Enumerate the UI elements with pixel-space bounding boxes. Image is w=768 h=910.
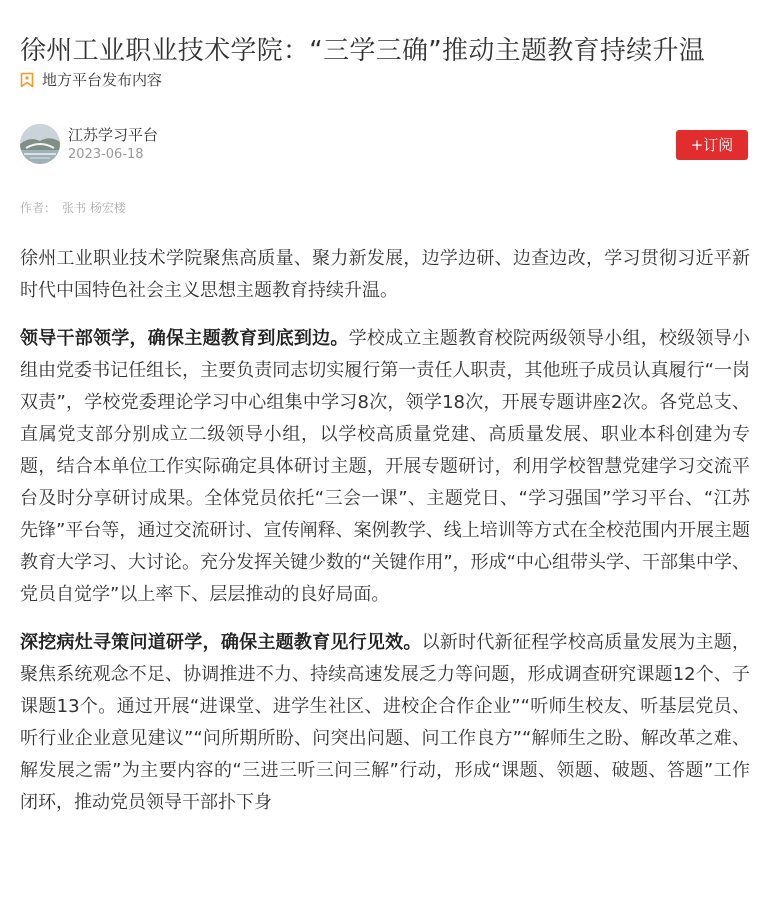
bookmark-icon <box>20 72 34 88</box>
byline <box>20 200 132 216</box>
paragraph-text: 以新时代新征程学校高质量发展为主题，聚焦系统观念不足、协调推进不力、持续高速发展乏力等问题，形成调查研究课题12个、子课题13个。通过开展“进课堂、进学生社区、进校企合作企业”“听师生校友、听基层党员、听行业企业意见建议”“问所期所盼、问突出问题、问工作良方”“解师生之盼、解改革之难、解发展之需”为主要内容的“三进三听三问三解”行动，形成“课题、领题、破题、答题”工作闭环，推动党员领导干部扑下身 <box>20 632 750 813</box>
paragraph-text: 徐州工业职业技术学院聚焦高质量、聚力新发展，边学边研、边查边改，学习贯彻习近平新时代中国特色社会主义思想主题教育持续升温。 <box>20 248 750 301</box>
avatar-image <box>20 124 60 164</box>
article-body <box>20 243 750 835</box>
paragraph-lead: 领导干部领学，确保主题教育到底到边。 <box>20 328 349 349</box>
paragraph-text: 学校成立主题教育校院两级领导小组，校级领导小组由党委书记任组长，主要负责同志切实履行第一责任人职责，其他班子成员认真履行“一岗双责”，学校党委理论学习中心组集中学习8次，领学18次，开展专题讲座2次。各党总支、直属党支部分别成立二级领导小组，以学校高质量党建、高质量发展、职业本科创建为专题，结合本单位工作实际确定具体研讨主题，开展专题研讨，利用学校智慧党建学习交流平台及时分享研讨成果。全体党员依托“三会一课”、主题党日、“学习强国”学习平台、“江苏先锋”平台等，通过交流研讨、宣传阐释、案例教学、线上培训等方式在全校范围内开展主题教育大学习、大讨论。充分发挥关键少数的“关键作用”，形成“中心组带头学、干部集中学、党员自觉学”以上率下、层层推动的良好局面。 <box>20 328 751 605</box>
paragraph <box>20 323 750 611</box>
source-tag <box>20 70 162 90</box>
publisher-name[interactable]: 江苏学习平台 <box>68 126 159 144</box>
paragraph <box>20 243 750 307</box>
byline-label: 作者： <box>20 201 57 215</box>
article-title: 徐州工业职业技术学院：“三学三确”推动主题教育持续升温 <box>20 36 706 67</box>
paragraph <box>20 627 750 819</box>
publisher-avatar[interactable] <box>20 124 60 164</box>
subscribe-button[interactable]: +订阅 <box>676 130 748 160</box>
publisher-bar <box>20 124 748 168</box>
author-names: 张书 杨宏楼 <box>62 201 126 215</box>
source-label: 地方平台发布内容 <box>42 71 163 89</box>
paragraph-lead: 深挖病灶寻策问道研学，确保主题教育见行见效。 <box>20 632 422 653</box>
publish-date: 2023-06-18 <box>68 147 144 162</box>
